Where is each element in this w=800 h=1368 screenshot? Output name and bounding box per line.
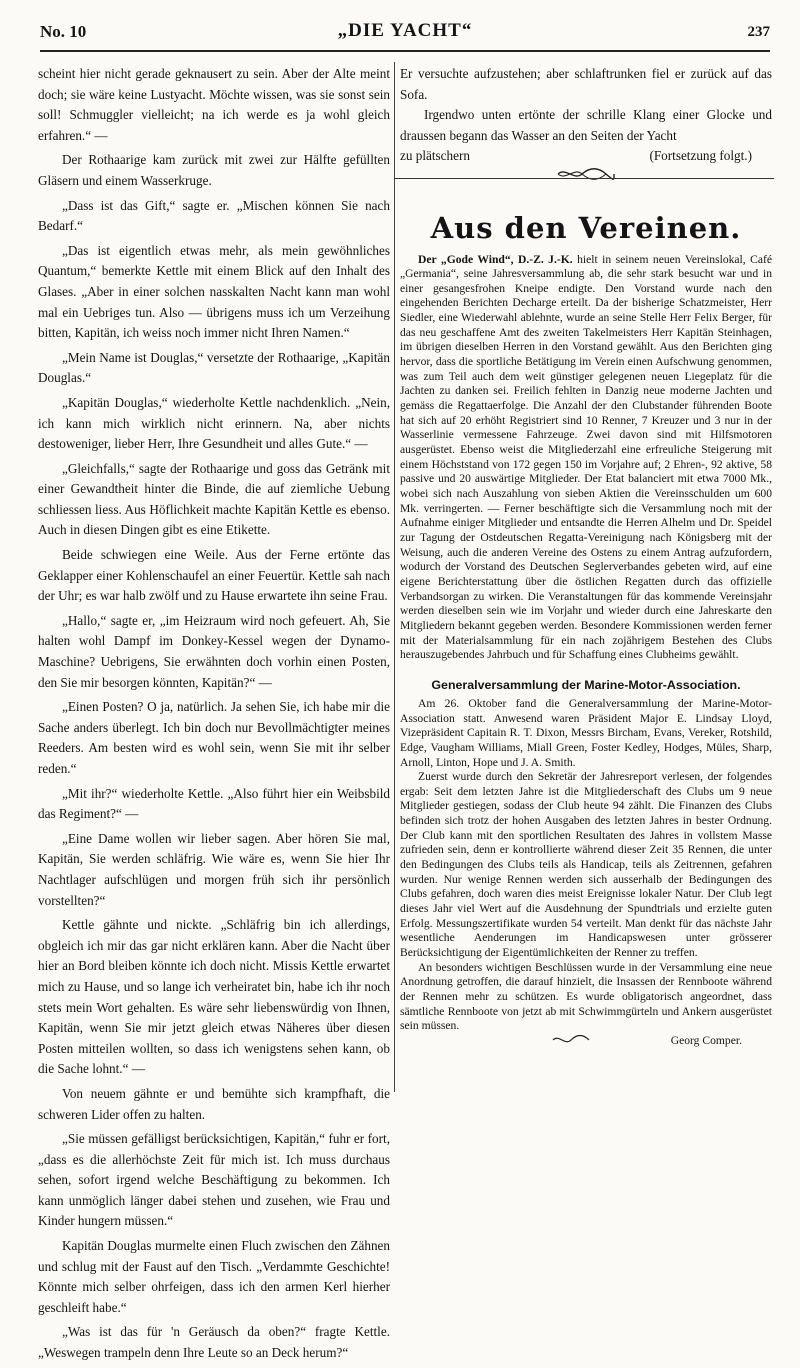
story-paragraph: Von neuem gähnte er und bemühte sich krampfhaft, die schweren Lider offen zu halten. <box>38 1085 390 1122</box>
story-paragraph: „Kapitän Douglas,“ wiederholte Kettle nachdenklich. „Nein, ich kann mich wirklich nicht erinnern. Na, aber nichts destoweniger, lieber Herr, Ihre Gesundheit und alles Gute.“ — <box>38 394 390 452</box>
story-paragraph: Er versuchte aufzustehen; aber schlaftrunken fiel er zurück auf das Sofa. <box>400 66 772 102</box>
story-paragraph: „Gleichfalls,“ sagte der Rothaarige und goss das Getränk mit einer Gewandtheit hinter die Binde, die auf ziemliche Uebung schliessen liess. Aus Höflichkeit machte Kapitän Kettle es ebenso. Auch in diesen Dingen gibt es eine Etikette. <box>38 460 390 538</box>
section-title: Aus den Vereinen. <box>430 210 742 245</box>
ornament-icon <box>551 1034 591 1046</box>
story-last-words: zu plätschern <box>400 148 470 163</box>
signature-line <box>400 1034 772 1049</box>
story-paragraph: „Was ist das für 'n Geräusch da oben?“ fragte Kettle. „Weswegen trampeln denn Ihre Leute so an Deck herum?“ <box>38 1324 390 1361</box>
story-paragraph: „Dass ist das Gift,“ sagte er. „Mischen können Sie nach Bedarf.“ <box>38 197 390 234</box>
story-paragraph: „Mit ihr?“ wiederholte Kettle. „Also führt hier ein Weibsbild das Regiment?“ — <box>38 785 390 822</box>
story-paragraph: Kapitän Douglas murmelte einen Fluch zwischen den Zähnen und schlug mit der Faust auf den Tisch. „Verdammte Geschichte! Könnte mich selber ohrfeigen, dass ich den armen Kerl hierher geschleift habe.“ <box>38 1238 390 1315</box>
subsection-title: Generalversammlung der Marine-Motor-Association. <box>431 677 741 692</box>
story-continuation <box>400 64 772 187</box>
section-rule <box>394 178 774 179</box>
story-paragraph: scheint hier nicht gerade geknausert zu sein. Aber der Alte meint doch; sie wäre keine Lustyacht. Möchte wissen, was sie sonst sein soll! Schmuggler vielleicht; na ich werde es ja wohl gleich erfahren.“ — <box>38 66 390 143</box>
story-paragraph: „Hallo,“ sagte er, „im Heizraum wird noch gefeuert. Ah, Sie halten wohl Dampf im Donkey-Kessel wegen der Dynamo-Maschine? Uebrigens, Sie erwähnten doch vorhin einen Posten, den Sie mir besorgen könnten, Kapitän?“ — <box>38 612 390 690</box>
signature: Georg Comper. <box>670 1033 742 1047</box>
ornament-divider <box>400 167 772 187</box>
association-paragraph: Zuerst wurde durch den Sekretär der Jahresreport verlesen, der folgendes ergab: Seit dem letzten Jahre ist die Mitgliederschaft des Clubs um 9 neue Mitglieder gestiegen, sodass der Club heute 94 zählt. Die Finanzen des Clubs befinden sich trotz der hohen Ausgaben des letzten Jahres in bester Ordnung. Der Club kann mit den sportlichen Resultaten des Jahres in vollstem Masse zufrieden sein, denn er kontrollierte während dieser Zeit 35 Rennen, die unter den Bedingungen des Clubs teils als Handicap, teils als Zeitrennen, gefahren wurden. Nur wenige Rennen werden sich ausserhalb der Bedingungen des Clubs gefahren, doch waren dies meist Ereignisse lokaler Natur. Der Club legt dieses Jahr viel Wert auf die Ausdehnung der Spundtrials und erzielte guten Erfolg. Messungszertifikate wurden 54 verteilt. Man denkt für das nächste Jahr wesentliche Aenderungen im Handicapswesen unter grösserer Berücksichtigung der Eigentümlichkeiten der Renner zu treffen. <box>400 770 772 960</box>
story-paragraph: Der Rothaarige kam zurück mit zwei zur Hälfte gefüllten Gläsern und einem Wasserkruge. <box>38 152 390 188</box>
right-column <box>400 64 772 1049</box>
club-name: Der „Gode Wind“, D.-Z. J.-K. <box>418 252 573 266</box>
club-report <box>400 253 772 1049</box>
association-paragraph: An besonders wichtigen Beschlüssen wurde in der Versammlung eine neue Anordnung getroffen, die darauf hinzielt, die Insassen der Rennboote während der Rennen mehr zu schützen. Es wurde obligatorisch angeordnet, dass sämtliche Rennboote von jetzt ab mit Schwimmgürteln und Ankern ausgerüstet sein müssen. <box>400 960 772 1033</box>
story-paragraph: „Sie müssen gefälligst berücksichtigen, Kapitän,“ fuhr er fort, „dass es die allerhöchste Zeit für mich ist. Ich muss durchaus sehen, sofort irgend welche Beschäftigung zu bekommen. Ich kann unmöglich länger dabei stehen und zusehen, wie Frau und Kinder hungern müssen.“ <box>38 1131 390 1229</box>
story-paragraph: „Eine Dame wollen wir lieber sagen. Aber hören Sie mal, Kapitän, Sie werden schläfrig. Wie wäre es, wenn Sie hier Ihr Nachtlager aufschlügen und morgen früh sich ihr persönlich vorstellten?“ <box>38 830 390 908</box>
issue-number: No. 10 <box>40 22 87 41</box>
story-last-line <box>400 146 772 167</box>
story-paragraph: „Mein Name ist Douglas,“ versetzte der Rothaarige, „Kapitän Douglas.“ <box>38 349 390 386</box>
story-paragraph: Beide schwiegen eine Weile. Aus der Ferne ertönte das Geklapper einer Kohlenschaufel an einer Feuertür. Kettle sah nach der Uhr; es war halb zwölf und zu Hause erwartete ihn seine Frau. <box>38 547 390 604</box>
continued-note: (Fortsetzung folgt.) <box>649 148 752 163</box>
story-paragraph: „Das ist eigentlich etwas mehr, als mein gewöhnliches Quantum,“ bemerkte Kettle mit einem Blick auf den Inhalt des Glases. „Aber in einer solchen nasskalten Nacht kann man wohl mal ein Uebriges tun. Also — übrigens muss ich um Verzeihung bitten, Kapitän, ich weiss noch immer nicht Ihren Namen.“ <box>38 242 390 341</box>
page-header <box>40 20 770 52</box>
club-paragraph <box>400 253 772 663</box>
association-paragraph: Am 26. Oktober fand die Generalversammlung der Marine-Motor-Association statt. Anwesend waren Präsident Major E. Lindsay Lloyd, Vizepräsident Capitain R. T. Dixon, Messrs Bircham, Evans, Vereker, Rotshild, Edge, Vaugham Williams, Miall Green, Foster Kedley, Hodges, Müles, Sharp, Arnoll, Linton, Hope und J. A. Smith. <box>400 696 772 769</box>
story-paragraph: Irgendwo unten ertönte der schrille Klang einer Glocke und draussen begann das Wasser an den Seiten der Yacht <box>400 107 772 143</box>
journal-title: „DIE YACHT“ <box>337 20 473 41</box>
page-number: 237 <box>747 24 770 40</box>
story-paragraph: Kettle gähnte und nickte. „Schläfrig bin ich allerdings, obgleich ich mir das gar nicht erklären kann. Aber die Nacht über hier an Bord bleiben könnte ich doch nicht. Missis Kettle erwartet mich zu Hause, und so lange ich verheiratet bin, habe ich ihr noch stets mein Wort gehalten. Es wäre sehr liebenswürdig von Ihnen, Kapitän, wenn Sie mir jetzt gleich etwas Näheres über diesen Posten mitteilen wollten, so dass ich wenigstens sehen kann, ob die Sache lohnt.“ — <box>38 917 390 1077</box>
club-text: hielt in seinem neuen Vereinslokal, Café „Germania“, seine Jahresversammlung ab, die sehr stark besucht war und in einer gesangesfrohen Kneipe endigte. Den Vorstand wurde nach den eingehenden Berichten Decharge erteilt. Da der bisherige Schatzmeister, Herr Siedler, eine Wiederwahl ablehnte, wurde an seine Stelle Herr Felix Berger, für das neu geschaffene Amt des zweiten Takelmeisters Herr Kapitän Steinhagen, im übrigen dieselben Herren in den Vorstand gewählt. Aus den Berichten ging hervor, dass die sportliche Betätigung im Verein einen Aufschwung genommen, was zum Teil auch dem weit günstiger gelegenen neuen Liegeplatz für die Jachten zu danken sei. Freilich fehlten in Danzig neue moderne Jachten und gemäss die Regattaerfolge. Die Anzahl der den Clubstander führenden Boote hat sich auf 20 erhöht Registriert sind 10 Renner, 7 Kreuzer und 3 nur in der Wasserlinie vermessene Fahrzeuge. Zwei davon sind mit Hilfsmotoren ausgerüstet. Ebenso weist die Mitgliederzahl eine erfreuliche Steigerung mit einem Höchststand von 172 gegen 150 im Vorjahre auf; 2 Ehren-, 92 aktive, 58 passive und 20 auswärtige Mitglieder. Der Etat balanciert mit etwa 7000 Mk., wobei sich nach Auszahlung von sieben Aktien die Vereinsschulden um 600 Mk. verringerten. — Ferner beschäftigte sich die Versammlung noch mit der Aufnahme einiger Mitglieder und entsandte die Herren Alhelm und Dr. Speidel zur Tagung der Ostdeutschen Regatta-Vereinigung nach Königsberg mit der Weisung, auch die anderen Vereine des Ostens zu einem Antrag aufzufordern, wodurch der Vorstand des Deutschen Seglerverbandes gebeten wird, auf eine eigene Berichterstattung über die östlichen Regatten durch das offizielle Verbandsorgan zu wirken. Die Veranstaltungen für das kommende Vereinsjahr werden dieselben sein wie im Vorjahr und wieder durch eine Jahreskarte den Mitgliedern bekannt gegeben werden. Besondere Kommissionen werden ferner mit der Materialsammlung für ein nach zojährigem Bestehen des Clubs herauszugebendes Jahrbuch und für Schaffung eines Clubheims gewählt. <box>400 252 773 662</box>
story-column <box>38 64 390 1368</box>
column-divider <box>394 62 395 1092</box>
story-paragraph: „Einen Posten? O ja, natürlich. Ja sehen Sie, ich habe mir die Sache anders überlegt. Ich bin doch nur Bevollmächtigter meines Reeders. Am besten wird es wohl sein, wenn Sie mit ihr selber reden.“ <box>38 699 390 776</box>
